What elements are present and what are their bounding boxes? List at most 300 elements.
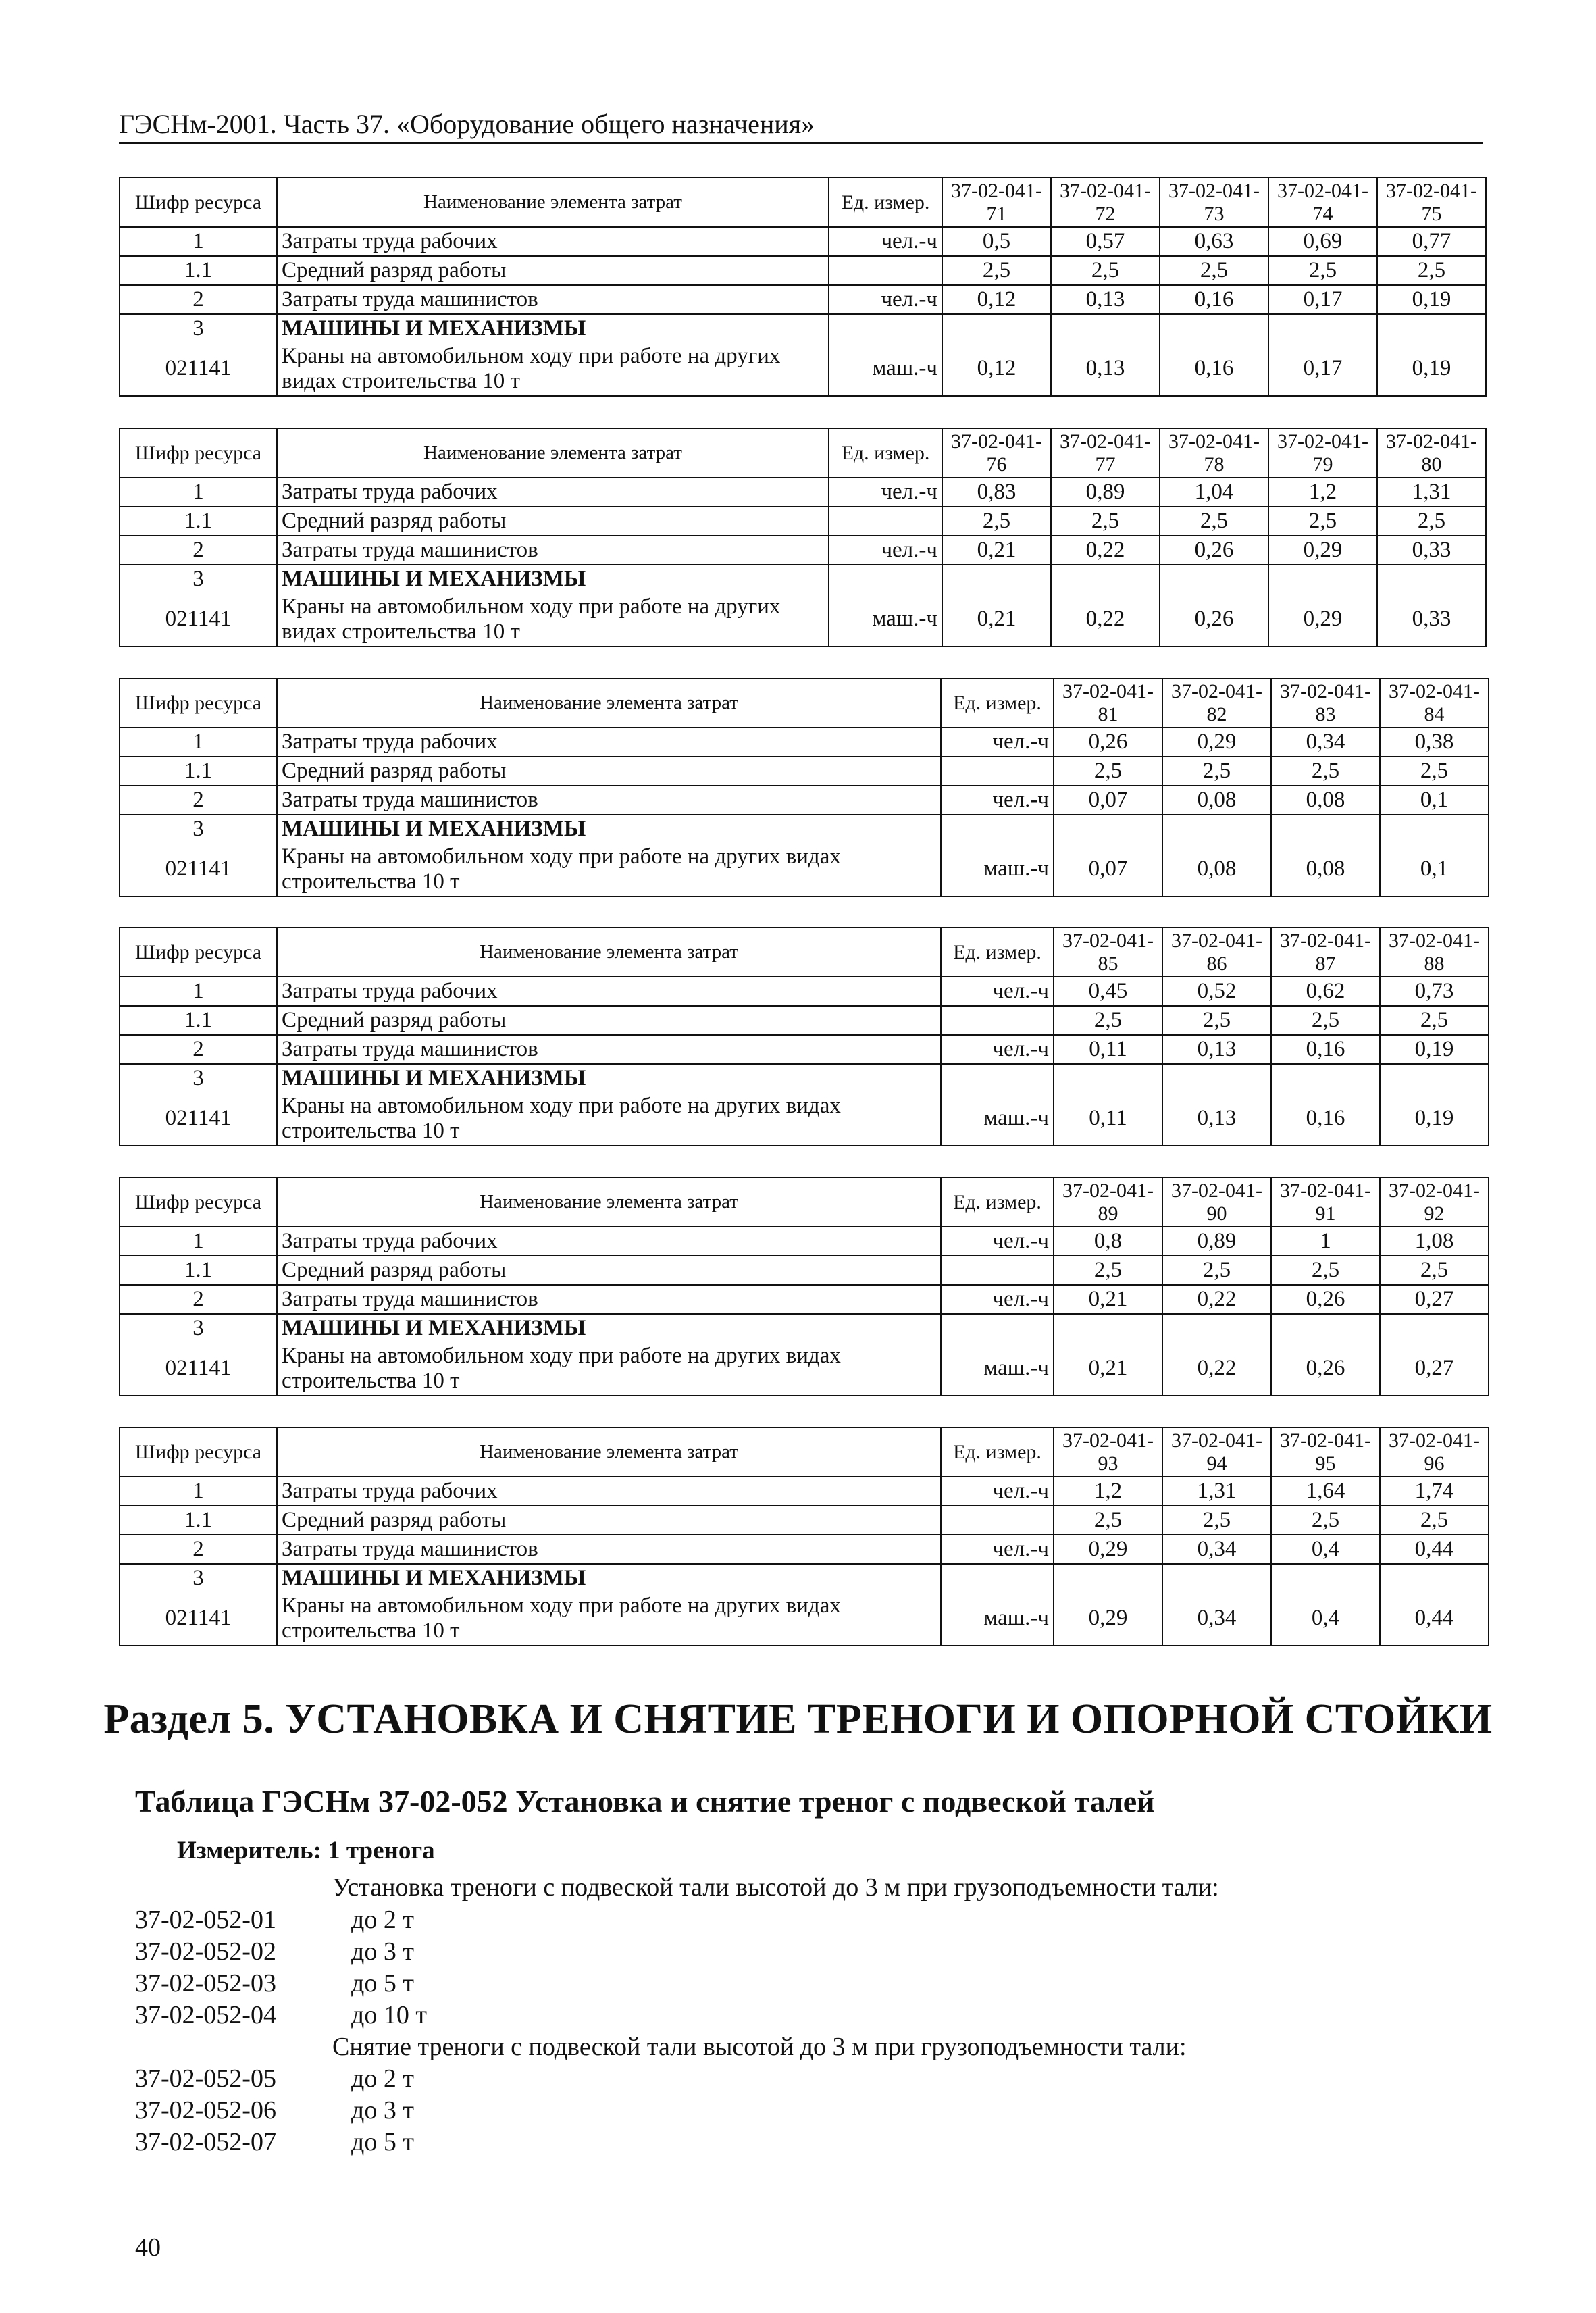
table-row (120, 1285, 1489, 1314)
row-value: 0,08 (1162, 786, 1271, 815)
row-value: 2,5 (1054, 1006, 1162, 1035)
mach-title: МАШИНЫ И МЕХАНИЗМЫ (277, 1314, 941, 1342)
header-code: 37-02-041-92 (1380, 1177, 1489, 1227)
norm-table (119, 1427, 1489, 1646)
row-value: 2,5 (1054, 1506, 1162, 1535)
row-value: 2,5 (1162, 1506, 1271, 1535)
mach-value: 0,16 (1160, 342, 1268, 396)
mach-empty (1380, 1314, 1489, 1342)
table-row (120, 1564, 1489, 1592)
row-value: 2,5 (1051, 507, 1160, 536)
row-shifr: 1.1 (120, 1006, 277, 1035)
header-code: 37-02-041-89 (1054, 1177, 1162, 1227)
mach-value: 0,12 (942, 342, 1051, 396)
mach-name: Краны на автомобильном ходу при работе на других видах строительства 10 т (277, 593, 829, 646)
mach-empty (1054, 1564, 1162, 1592)
row-value: 2,5 (1380, 1256, 1489, 1285)
header-code: 37-02-041-96 (1380, 1427, 1489, 1477)
remove-code: 37-02-052-07 (135, 2128, 276, 2156)
table-row (120, 728, 1489, 757)
mach-value: 0,11 (1054, 1092, 1162, 1146)
row-value: 2,5 (1162, 757, 1271, 786)
mach-title: МАШИНЫ И МЕХАНИЗМЫ (277, 815, 941, 843)
row-value: 1 (1271, 1227, 1380, 1256)
mach-empty (1380, 815, 1489, 843)
mach-empty (1162, 1564, 1271, 1592)
mach-empty (1051, 314, 1160, 342)
header-code: 37-02-041-94 (1162, 1427, 1271, 1477)
row-value: 2,5 (1271, 757, 1380, 786)
header-shifr: Шифр ресурса (120, 1177, 277, 1227)
row-value: 2,5 (942, 507, 1051, 536)
row-value: 0,21 (1054, 1285, 1162, 1314)
table-row (120, 1006, 1489, 1035)
row-shifr: 2 (120, 285, 277, 314)
row-unit (829, 507, 942, 536)
row-name: Затраты труда рабочих (277, 478, 829, 507)
header-code: 37-02-041-87 (1271, 927, 1380, 977)
header-code: 37-02-041-72 (1051, 178, 1160, 227)
install-desc: до 10 т (351, 2001, 427, 2029)
row-unit: чел.-ч (941, 728, 1054, 757)
mach-name: Краны на автомобильном ходу при работе на других видах строительства 10 т (277, 342, 829, 396)
row-value: 2,5 (1162, 1006, 1271, 1035)
row-name: Средний разряд работы (277, 757, 941, 786)
meter-label: Измеритель: 1 тренога (177, 1837, 435, 1864)
mach-unit-empty (829, 314, 942, 342)
row-value: 0,34 (1271, 728, 1380, 757)
row-shifr: 1.1 (120, 757, 277, 786)
header-name: Наименование элемента затрат (277, 428, 829, 478)
row-value: 0,08 (1271, 786, 1380, 815)
mach-value: 0,22 (1162, 1342, 1271, 1396)
remove-code: 37-02-052-05 (135, 2064, 276, 2093)
row-value: 0,12 (942, 285, 1051, 314)
mach-name: Краны на автомобильном ходу при работе на других видах строительства 10 т (277, 1592, 941, 1646)
row-unit: чел.-ч (941, 977, 1054, 1006)
mach-num: 3 (120, 1564, 277, 1592)
header-shifr: Шифр ресурса (120, 1427, 277, 1477)
remove-desc: до 5 т (351, 2128, 414, 2156)
mach-value: 0,13 (1051, 342, 1160, 396)
mach-value: 0,34 (1162, 1592, 1271, 1646)
table-row (120, 786, 1489, 815)
norm-table (119, 678, 1489, 897)
row-value: 0,13 (1051, 285, 1160, 314)
header-unit: Ед. измер. (941, 678, 1054, 728)
header-code: 37-02-041-85 (1054, 927, 1162, 977)
mach-empty (942, 314, 1051, 342)
norm-table (119, 927, 1489, 1146)
row-value: 0,16 (1160, 285, 1268, 314)
mach-value: 0,29 (1054, 1592, 1162, 1646)
install-code: 37-02-052-03 (135, 1969, 276, 1998)
row-value: 0,16 (1271, 1035, 1380, 1064)
mach-value: 0,08 (1162, 843, 1271, 896)
header-code: 37-02-041-81 (1054, 678, 1162, 728)
header-unit: Ед. измер. (829, 178, 942, 227)
header-code: 37-02-041-90 (1162, 1177, 1271, 1227)
mach-unit-empty (941, 1064, 1054, 1092)
row-value: 0,63 (1160, 227, 1268, 256)
mach-empty (1271, 1314, 1380, 1342)
row-shifr: 1.1 (120, 507, 277, 536)
mach-value: 0,13 (1162, 1092, 1271, 1146)
header-name: Наименование элемента затрат (277, 678, 941, 728)
row-shifr: 1 (120, 977, 277, 1006)
row-value: 1,2 (1268, 478, 1377, 507)
row-shifr: 2 (120, 1285, 277, 1314)
row-value: 0,33 (1377, 536, 1486, 565)
table-row (120, 314, 1486, 342)
mach-unit: маш.-ч (941, 1342, 1054, 1396)
row-value: 1,74 (1380, 1477, 1489, 1506)
row-value: 2,5 (1268, 256, 1377, 285)
row-value: 0,69 (1268, 227, 1377, 256)
mach-value: 0,16 (1271, 1092, 1380, 1146)
mach-code: 021141 (120, 342, 277, 396)
mach-empty (1380, 1064, 1489, 1092)
install-intro: Установка треноги с подвеской тали высотой до 3 м при грузоподъемности тали: (332, 1873, 1219, 1902)
mach-empty (1268, 565, 1377, 593)
mach-title: МАШИНЫ И МЕХАНИЗМЫ (277, 565, 829, 593)
table-row (120, 815, 1489, 843)
row-value: 0,45 (1054, 977, 1162, 1006)
row-value: 2,5 (1377, 507, 1486, 536)
row-value: 0,73 (1380, 977, 1489, 1006)
header-code: 37-02-041-83 (1271, 678, 1380, 728)
row-name: Затраты труда рабочих (277, 227, 829, 256)
row-value: 2,5 (1271, 1506, 1380, 1535)
header-code: 37-02-041-86 (1162, 927, 1271, 977)
mach-code: 021141 (120, 1592, 277, 1646)
mach-code: 021141 (120, 843, 277, 896)
table-row (120, 977, 1489, 1006)
mach-value: 0,07 (1054, 843, 1162, 896)
mach-code: 021141 (120, 593, 277, 646)
mach-unit: маш.-ч (941, 1092, 1054, 1146)
row-shifr: 1 (120, 478, 277, 507)
row-value: 2,5 (1271, 1256, 1380, 1285)
remove-code: 37-02-052-06 (135, 2096, 276, 2125)
row-value: 0,77 (1377, 227, 1486, 256)
row-name: Затраты труда машинистов (277, 1285, 941, 1314)
mach-name: Краны на автомобильном ходу при работе на других видах строительства 10 т (277, 843, 941, 896)
mach-value: 0,22 (1051, 593, 1160, 646)
mach-name: Краны на автомобильном ходу при работе на других видах строительства 10 т (277, 1342, 941, 1396)
row-value: 0,19 (1380, 1035, 1489, 1064)
mach-unit: маш.-ч (941, 843, 1054, 896)
row-name: Затраты труда машинистов (277, 1035, 941, 1064)
row-value: 0,22 (1051, 536, 1160, 565)
row-unit: чел.-ч (941, 1535, 1054, 1564)
table-row (120, 1535, 1489, 1564)
table-row (120, 1256, 1489, 1285)
row-unit: чел.-ч (941, 1227, 1054, 1256)
row-unit: чел.-ч (829, 285, 942, 314)
install-desc: до 2 т (351, 1906, 414, 1934)
row-unit: чел.-ч (829, 227, 942, 256)
row-name: Затраты труда машинистов (277, 786, 941, 815)
mach-empty (1162, 1314, 1271, 1342)
install-code: 37-02-052-02 (135, 1937, 276, 1966)
row-shifr: 1.1 (120, 1506, 277, 1535)
header-code: 37-02-041-78 (1160, 428, 1268, 478)
table-row (120, 227, 1486, 256)
mach-value: 0,26 (1160, 593, 1268, 646)
row-value: 2,5 (1271, 1006, 1380, 1035)
row-value: 0,26 (1160, 536, 1268, 565)
table-row (120, 536, 1486, 565)
table-row (120, 1035, 1489, 1064)
mach-unit-empty (829, 565, 942, 593)
row-shifr: 1 (120, 1477, 277, 1506)
header-name: Наименование элемента затрат (277, 1177, 941, 1227)
mach-title: МАШИНЫ И МЕХАНИЗМЫ (277, 1064, 941, 1092)
row-value: 0,4 (1271, 1535, 1380, 1564)
row-unit: чел.-ч (941, 1035, 1054, 1064)
header-unit: Ед. измер. (941, 927, 1054, 977)
header-code: 37-02-041-95 (1271, 1427, 1380, 1477)
mach-unit: маш.-ч (829, 593, 942, 646)
table-row (120, 843, 1489, 896)
header-shifr: Шифр ресурса (120, 428, 277, 478)
mach-value: 0,29 (1268, 593, 1377, 646)
row-value: 0,83 (942, 478, 1051, 507)
row-value: 2,5 (942, 256, 1051, 285)
header-code: 37-02-041-82 (1162, 678, 1271, 728)
row-unit: чел.-ч (829, 536, 942, 565)
row-value: 0,17 (1268, 285, 1377, 314)
mach-title: МАШИНЫ И МЕХАНИЗМЫ (277, 1564, 941, 1592)
table-row (120, 1342, 1489, 1396)
mach-num: 3 (120, 1064, 277, 1092)
row-value: 0,11 (1054, 1035, 1162, 1064)
page-header: ГЭСНм-2001. Часть 37. «Оборудование общего назначения» (119, 109, 815, 139)
row-value: 0,89 (1162, 1227, 1271, 1256)
row-value: 1,04 (1160, 478, 1268, 507)
remove-intro: Снятие треноги с подвеской тали высотой до 3 м при грузоподъемности тали: (332, 2033, 1187, 2061)
table-row (120, 1092, 1489, 1146)
header-code: 37-02-041-91 (1271, 1177, 1380, 1227)
row-shifr: 2 (120, 536, 277, 565)
row-name: Затраты труда рабочих (277, 1227, 941, 1256)
mach-code: 021141 (120, 1342, 277, 1396)
header-name: Наименование элемента затрат (277, 1427, 941, 1477)
table-row (120, 1227, 1489, 1256)
header-code: 37-02-041-76 (942, 428, 1051, 478)
section-title: Раздел 5. УСТАНОВКА И СНЯТИЕ ТРЕНОГИ И ОПОРНОЙ СТОЙКИ (103, 1696, 1493, 1742)
row-value: 2,5 (1160, 507, 1268, 536)
row-shifr: 1.1 (120, 1256, 277, 1285)
header-unit: Ед. измер. (829, 428, 942, 478)
row-value: 1,31 (1377, 478, 1486, 507)
row-value: 0,62 (1271, 977, 1380, 1006)
mach-value: 0,17 (1268, 342, 1377, 396)
table-row (120, 1506, 1489, 1535)
header-name: Наименование элемента затрат (277, 927, 941, 977)
mach-empty (1160, 565, 1268, 593)
mach-unit-empty (941, 1564, 1054, 1592)
row-value: 0,1 (1380, 786, 1489, 815)
row-value: 0,34 (1162, 1535, 1271, 1564)
row-name: Средний разряд работы (277, 1006, 941, 1035)
row-value: 0,21 (942, 536, 1051, 565)
row-unit (941, 1006, 1054, 1035)
mach-unit: маш.-ч (941, 1592, 1054, 1646)
row-unit: чел.-ч (941, 1285, 1054, 1314)
mach-empty (1051, 565, 1160, 593)
mach-value: 0,44 (1380, 1592, 1489, 1646)
table-row (120, 342, 1486, 396)
header-name: Наименование элемента затрат (277, 178, 829, 227)
mach-unit-empty (941, 1314, 1054, 1342)
table-row (120, 478, 1486, 507)
row-value: 0,19 (1377, 285, 1486, 314)
row-shifr: 1 (120, 728, 277, 757)
table-title: Таблица ГЭСНм 37-02-052 Установка и снятие треног с подвеской талей (135, 1784, 1155, 1819)
mach-value: 0,19 (1377, 342, 1486, 396)
mach-num: 3 (120, 565, 277, 593)
mach-unit: маш.-ч (829, 342, 942, 396)
install-desc: до 5 т (351, 1969, 414, 1998)
header-code: 37-02-041-74 (1268, 178, 1377, 227)
row-value: 1,2 (1054, 1477, 1162, 1506)
table-row (120, 507, 1486, 536)
table-row (120, 256, 1486, 285)
row-value: 0,07 (1054, 786, 1162, 815)
mach-value: 0,21 (942, 593, 1051, 646)
row-unit (941, 1256, 1054, 1285)
row-name: Средний разряд работы (277, 507, 829, 536)
row-value: 0,52 (1162, 977, 1271, 1006)
mach-empty (1162, 815, 1271, 843)
remove-desc: до 2 т (351, 2064, 414, 2093)
row-value: 2,5 (1051, 256, 1160, 285)
row-value: 2,5 (1380, 1506, 1489, 1535)
row-value: 0,29 (1054, 1535, 1162, 1564)
header-code: 37-02-041-75 (1377, 178, 1486, 227)
header-unit: Ед. измер. (941, 1427, 1054, 1477)
row-value: 0,29 (1268, 536, 1377, 565)
header-code: 37-02-041-77 (1051, 428, 1160, 478)
mach-empty (1054, 815, 1162, 843)
row-value: 2,5 (1054, 757, 1162, 786)
row-name: Затраты труда рабочих (277, 1477, 941, 1506)
page-number: 40 (135, 2233, 161, 2262)
row-value: 0,44 (1380, 1535, 1489, 1564)
remove-desc: до 3 т (351, 2096, 414, 2125)
mach-num: 3 (120, 314, 277, 342)
row-value: 0,13 (1162, 1035, 1271, 1064)
row-name: Средний разряд работы (277, 1506, 941, 1535)
row-value: 1,31 (1162, 1477, 1271, 1506)
row-value: 2,5 (1377, 256, 1486, 285)
row-shifr: 1.1 (120, 256, 277, 285)
header-code: 37-02-041-88 (1380, 927, 1489, 977)
table-row (120, 593, 1486, 646)
mach-num: 3 (120, 815, 277, 843)
table-row (120, 1314, 1489, 1342)
header-unit: Ед. измер. (941, 1177, 1054, 1227)
mach-empty (1162, 1064, 1271, 1092)
mach-value: 0,26 (1271, 1342, 1380, 1396)
header-code: 37-02-041-73 (1160, 178, 1268, 227)
mach-num: 3 (120, 1314, 277, 1342)
mach-empty (1160, 314, 1268, 342)
mach-empty (1377, 565, 1486, 593)
norm-table (119, 1177, 1489, 1396)
row-name: Затраты труда машинистов (277, 1535, 941, 1564)
mach-unit-empty (941, 815, 1054, 843)
header-shifr: Шифр ресурса (120, 678, 277, 728)
header-shifr: Шифр ресурса (120, 927, 277, 977)
mach-value: 0,21 (1054, 1342, 1162, 1396)
row-value: 1,64 (1271, 1477, 1380, 1506)
row-value: 2,5 (1268, 507, 1377, 536)
table-row (120, 1592, 1489, 1646)
row-value: 1,08 (1380, 1227, 1489, 1256)
mach-value: 0,4 (1271, 1592, 1380, 1646)
row-unit (829, 256, 942, 285)
mach-value: 0,19 (1380, 1092, 1489, 1146)
install-code: 37-02-052-04 (135, 2001, 276, 2029)
row-name: Затраты труда рабочих (277, 728, 941, 757)
header-code: 37-02-041-93 (1054, 1427, 1162, 1477)
table-row (120, 285, 1486, 314)
header-code: 37-02-041-79 (1268, 428, 1377, 478)
mach-code: 021141 (120, 1092, 277, 1146)
row-unit (941, 1506, 1054, 1535)
row-value: 2,5 (1380, 757, 1489, 786)
mach-value: 0,1 (1380, 843, 1489, 896)
header-rule (119, 142, 1483, 144)
row-value: 2,5 (1162, 1256, 1271, 1285)
row-shifr: 1 (120, 1227, 277, 1256)
row-shifr: 1 (120, 227, 277, 256)
mach-empty (942, 565, 1051, 593)
header-code: 37-02-041-71 (942, 178, 1051, 227)
table-row (120, 757, 1489, 786)
norm-table (119, 428, 1487, 647)
row-value: 0,29 (1162, 728, 1271, 757)
mach-empty (1271, 815, 1380, 843)
table-row (120, 1477, 1489, 1506)
row-unit: чел.-ч (941, 1477, 1054, 1506)
header-shifr: Шифр ресурса (120, 178, 277, 227)
row-unit: чел.-ч (829, 478, 942, 507)
row-value: 0,89 (1051, 478, 1160, 507)
mach-empty (1380, 1564, 1489, 1592)
mach-value: 0,08 (1271, 843, 1380, 896)
row-value: 0,38 (1380, 728, 1489, 757)
row-name: Средний разряд работы (277, 1256, 941, 1285)
row-value: 0,57 (1051, 227, 1160, 256)
mach-empty (1271, 1064, 1380, 1092)
row-shifr: 2 (120, 786, 277, 815)
mach-value: 0,33 (1377, 593, 1486, 646)
header-code: 37-02-041-84 (1380, 678, 1489, 728)
row-value: 0,27 (1380, 1285, 1489, 1314)
row-unit: чел.-ч (941, 786, 1054, 815)
mach-empty (1377, 314, 1486, 342)
norm-table (119, 177, 1487, 397)
row-value: 0,22 (1162, 1285, 1271, 1314)
mach-empty (1054, 1314, 1162, 1342)
mach-empty (1054, 1064, 1162, 1092)
mach-title: МАШИНЫ И МЕХАНИЗМЫ (277, 314, 829, 342)
install-desc: до 3 т (351, 1937, 414, 1966)
